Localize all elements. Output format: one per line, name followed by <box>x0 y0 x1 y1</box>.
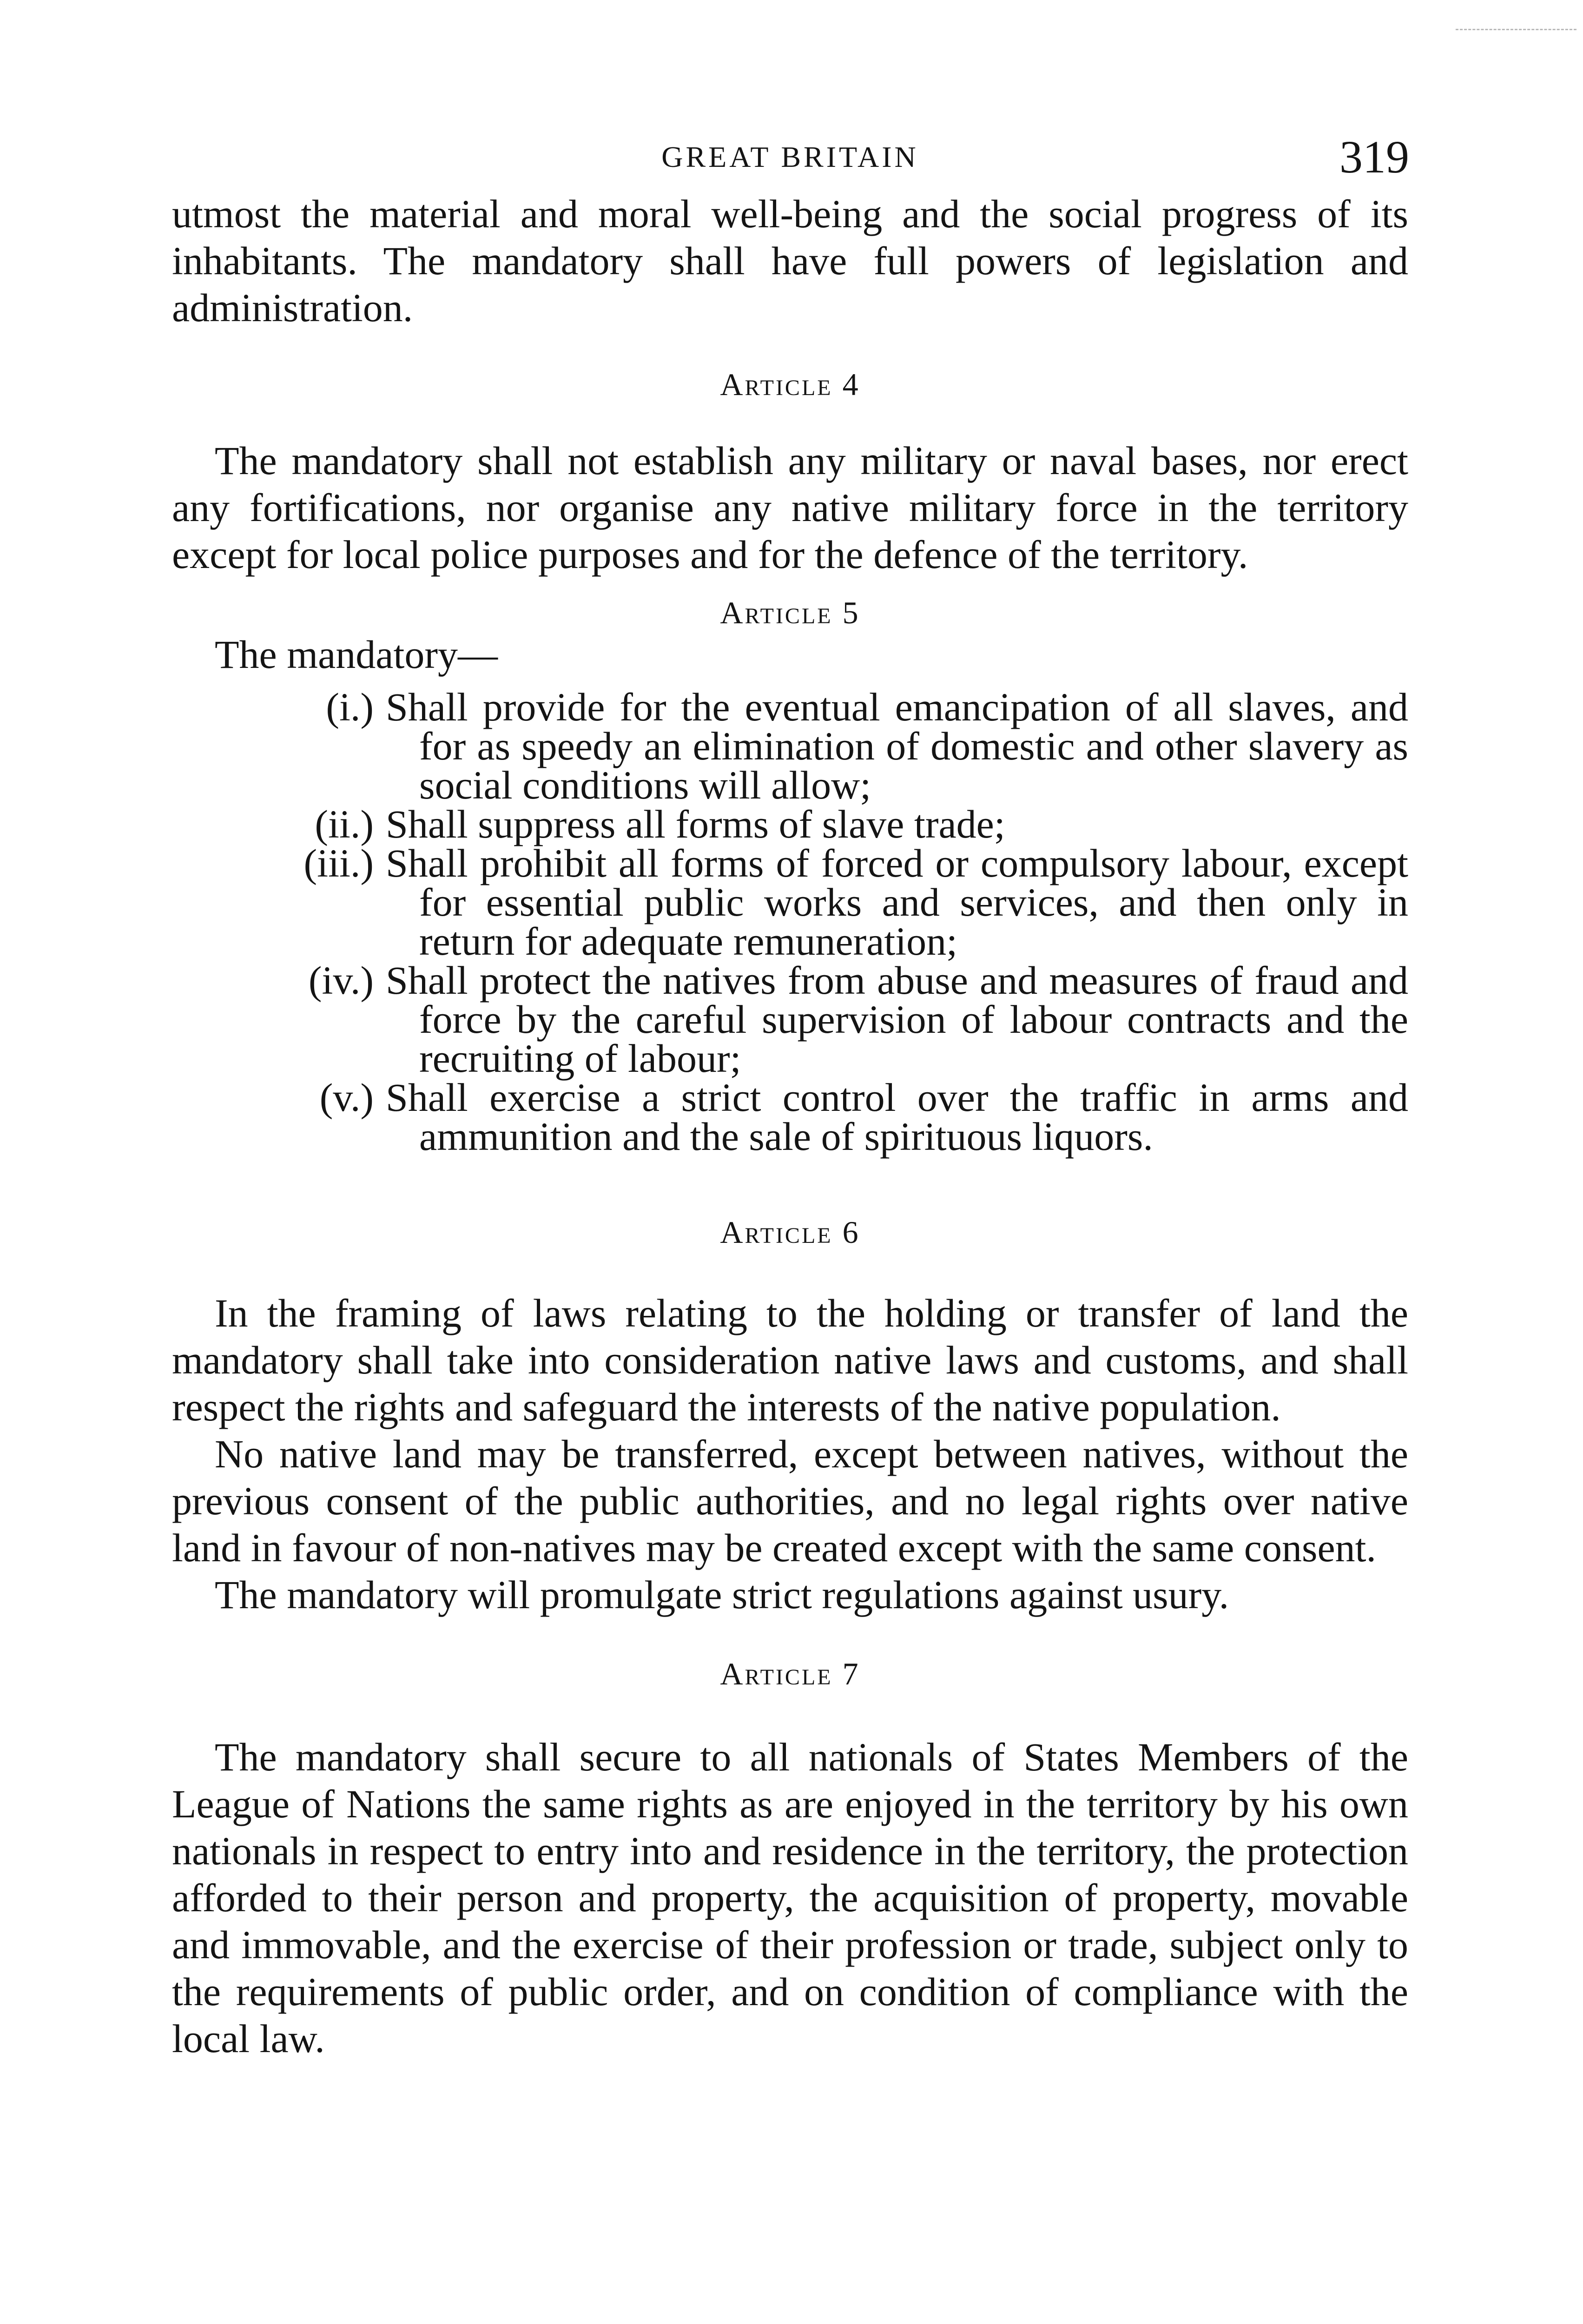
list-item <box>172 841 1408 964</box>
running-head: GREAT BRITAIN <box>661 140 919 173</box>
page-number: 319 <box>1339 131 1409 183</box>
list-item-text: Shall prohibit all forms of forced or compulsory labour, except for essential public works and services, and then only in return for adequate remuneration; <box>386 841 1408 964</box>
list-item <box>172 958 1408 1081</box>
list-marker: (iv.) <box>308 958 374 1003</box>
article-6-paragraph: No native land may be transferred, except between natives, without the previous consent of the public authorities, and no legal rights over native land in favour of non-natives may be created except with the same consent. <box>172 1432 1408 1570</box>
list-item-text: Shall provide for the eventual emancipation of all slaves, and for as speedy an elimination of domestic and other slavery as social conditions will allow; <box>386 685 1408 807</box>
article-5-intro: The mandatory— <box>215 632 498 677</box>
page-header <box>172 131 1409 191</box>
list-marker: (v.) <box>319 1075 374 1120</box>
list-marker: (ii.) <box>315 802 374 846</box>
scan-edge-mark <box>1456 29 1576 30</box>
article-5-list <box>172 685 1408 1159</box>
list-item-text: Shall suppress all forms of slave trade; <box>386 802 1005 846</box>
list-item <box>172 802 1408 846</box>
list-marker: (iii.) <box>303 841 374 885</box>
list-marker: (i.) <box>326 685 374 729</box>
article-5-heading: Article 5 <box>720 595 860 630</box>
article-7-heading: Article 7 <box>720 1656 860 1691</box>
list-item-text: Shall protect the natives from abuse and measures of fraud and force by the careful supervision of labour contracts and the recruiting of labour; <box>386 958 1408 1081</box>
article-7-text: The mandatory shall secure to all nationals of States Members of the League of Nations the same rights as are enjoyed in the territory by his own nationals in respect to entry into and residence in the territory, the protection afforded to their person and property, the acquisition of property, movable and immovable, and the exercise of their profession or trade, subject only to the requirements of public order, and on condition of compliance with the local law. <box>172 1735 1408 2061</box>
article-6-heading: Article 6 <box>720 1215 860 1250</box>
article-4-heading: Article 4 <box>720 367 860 402</box>
book-page <box>172 131 1409 2062</box>
article-6-paragraph: In the framing of laws relating to the holding or transfer of land the mandatory shall take into consideration native laws and customs, and shall respect the rights and safeguard the interests of the native population. <box>172 1291 1408 1429</box>
article-4-text: The mandatory shall not establish any military or naval bases, nor erect any fortifications, nor organise any native military force in the territory except for local police purposes and for the defence of the territory. <box>172 438 1408 577</box>
article-6-paragraph: The mandatory will promulgate strict regulations against usury. <box>215 1572 1229 1617</box>
opening-paragraph: utmost the material and moral well-being and the social progress of its inhabitants. The mandatory shall have full powers of legislation and administration. <box>172 191 1408 330</box>
list-item <box>172 687 1408 805</box>
list-item-text: Shall exercise a strict control over the traffic in arms and ammunition and the sale of spirituous liquors. <box>386 1075 1408 1159</box>
list-item <box>172 1075 1408 1159</box>
